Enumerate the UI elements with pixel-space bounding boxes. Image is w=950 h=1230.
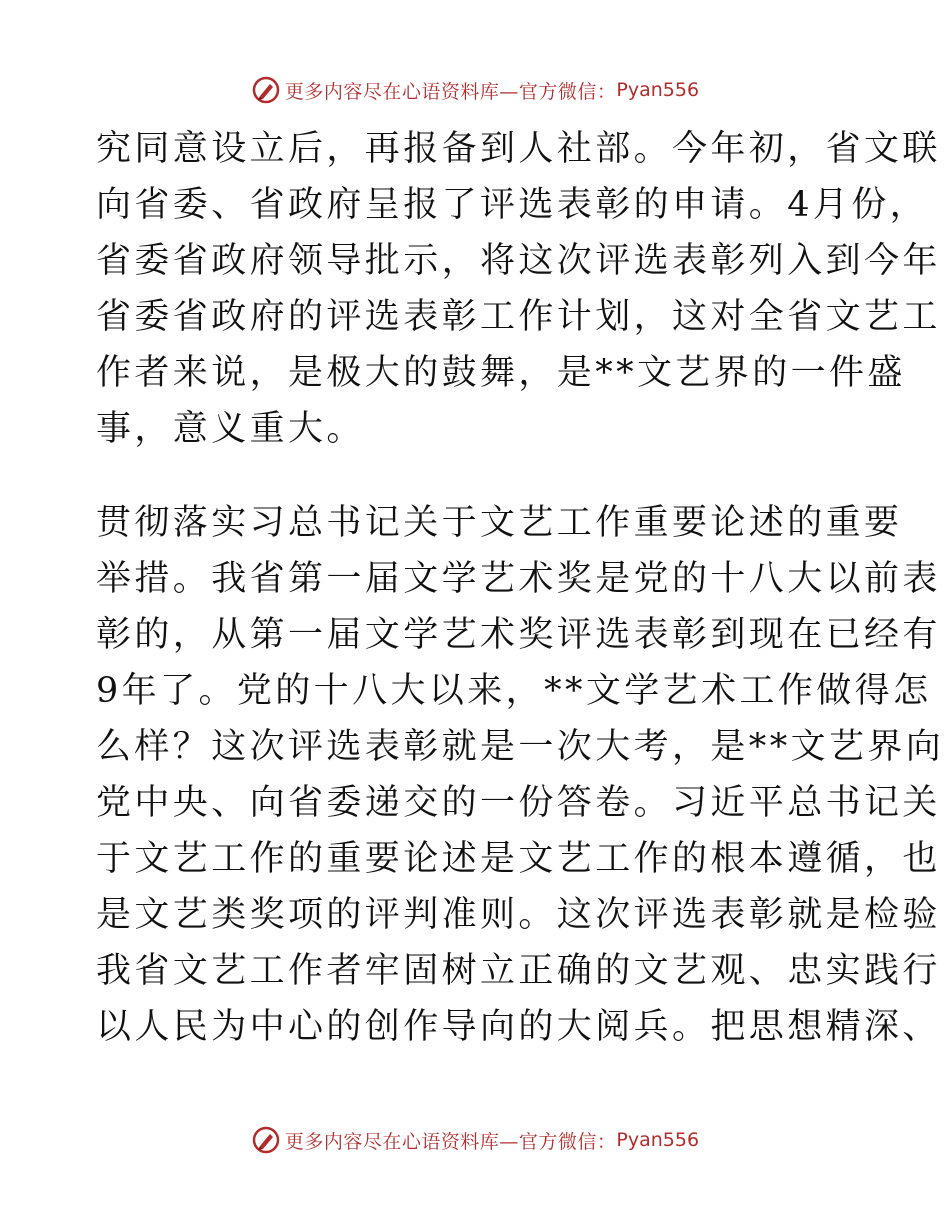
document-body — [96, 121, 945, 1055]
text-line: 贯彻落实习总书记关于文艺工作重要论述的重要 — [96, 503, 903, 543]
text-line: 彰的，从第一届文学艺术奖评选表彰到现在已经有 — [96, 615, 941, 655]
text-line: 我省文艺工作者牢固树立正确的文艺观、忠实践行 — [96, 951, 941, 991]
text-line: 省委省政府领导批示，将这次评选表彰列入到今年 — [96, 241, 941, 281]
text-line: 于文艺工作的重要论述是文艺工作的根本遵循，也 — [96, 839, 941, 879]
header-wechat-id: Pyan556 — [616, 79, 700, 101]
footer-banner — [0, 1120, 950, 1160]
text-line: 作者来说，是极大的鼓舞，是**文艺界的一件盛 — [96, 353, 906, 393]
footer-banner-text: 更多内容尽在心语资料库—官方微信： — [284, 1130, 617, 1153]
text-line: 9年了。党的十八大以来，**文学艺术工作做得怎 — [96, 671, 932, 711]
text-line: 举措。我省第一届文学艺术奖是党的十八大以前表 — [96, 559, 941, 599]
text-line: 以人民为中心的创作导向的大阅兵。把思想精深、 — [96, 1007, 941, 1047]
text-line: 事，意义重大。 — [96, 409, 365, 449]
pen-logo-icon — [251, 75, 281, 105]
text-line: 省委省政府的评选表彰工作计划，这对全省文艺工 — [96, 297, 941, 337]
text-line: 是文艺类奖项的评判准则。这次评选表彰就是检验 — [96, 895, 941, 935]
footer-wechat-id: Pyan556 — [616, 1129, 700, 1151]
paragraph-1 — [96, 121, 941, 457]
header-banner-text: 更多内容尽在心语资料库—官方微信： — [284, 80, 617, 103]
header-banner — [0, 70, 950, 110]
text-line: 么样？这次评选表彰就是一次大考，是**文艺界向 — [96, 727, 945, 767]
text-line: 向省委、省政府呈报了评选表彰的申请。4月份， — [96, 185, 929, 225]
paragraph-2 — [96, 495, 945, 1055]
pen-logo-icon — [251, 1125, 281, 1155]
text-line: 究同意设立后，再报备到人社部。今年初，省文联 — [96, 129, 941, 169]
text-line: 党中央、向省委递交的一份答卷。习近平总书记关 — [96, 783, 941, 823]
